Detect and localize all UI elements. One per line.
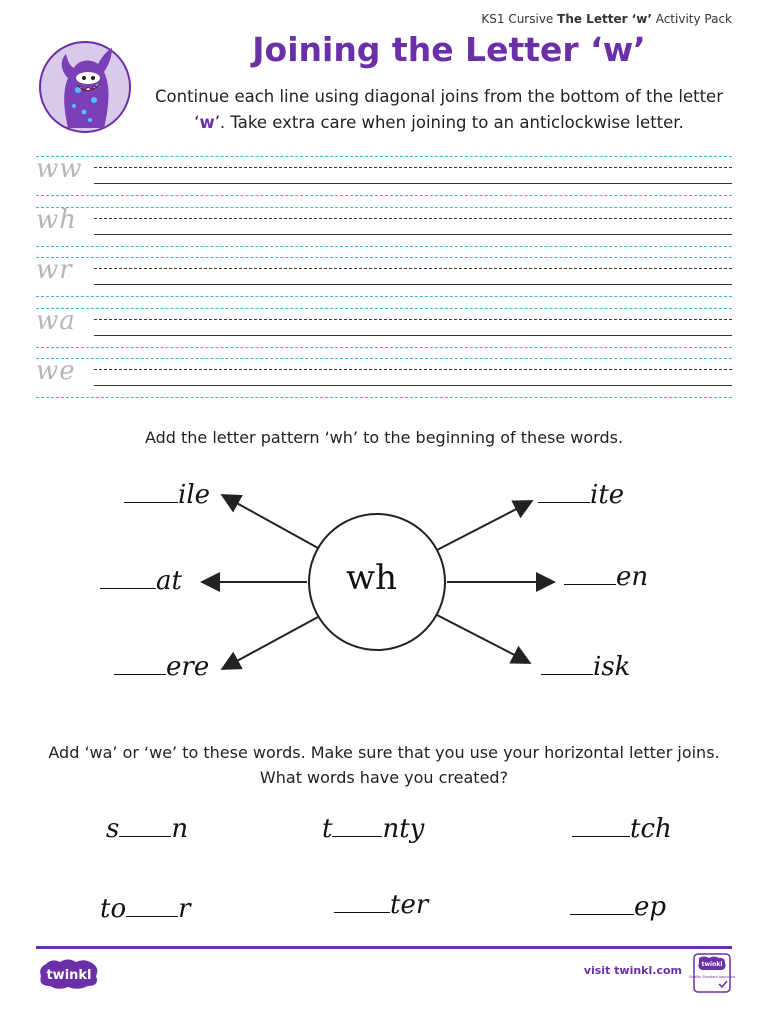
twinkl-logo[interactable] (38, 958, 100, 990)
word-blank[interactable] (538, 480, 624, 510)
word-end: tch (630, 814, 672, 844)
pack-suffix: Activity Pack (651, 12, 732, 26)
trace-letters: ww (36, 154, 83, 184)
word-blank[interactable] (541, 652, 630, 682)
logo-text: twinkl (46, 968, 92, 983)
fill-in-word[interactable] (570, 892, 666, 922)
word-web-diagram (0, 470, 768, 700)
guide-line (36, 308, 732, 309)
baseline (94, 183, 732, 184)
fill-in-word[interactable] (334, 890, 428, 920)
word-blank[interactable] (124, 480, 210, 510)
baseline (94, 284, 732, 285)
intro-part1: Continue each line using diagonal joins from the bottom of the letter ‘ (155, 87, 723, 132)
practice-line[interactable] (36, 148, 732, 199)
badge-subtitle: Quality Standard Approved (689, 975, 735, 979)
guide-line (36, 347, 732, 348)
page-title: Joining the Letter ‘w’ (252, 30, 646, 69)
footer-divider (36, 946, 732, 949)
guide-line (36, 257, 732, 258)
guide-line (36, 246, 732, 247)
pack-prefix: KS1 Cursive (481, 12, 558, 26)
guide-line (36, 207, 732, 208)
word-blank[interactable] (564, 562, 648, 592)
guide-line (36, 296, 732, 297)
word-end: n (171, 814, 189, 844)
word-end: ep (634, 892, 667, 922)
midline (94, 369, 732, 370)
intro-w: w (199, 113, 215, 132)
trace-letters: wr (36, 255, 73, 285)
pack-title (481, 12, 732, 26)
word-ending: en (616, 562, 649, 592)
word-ending: ile (178, 480, 211, 510)
practice-line[interactable] (36, 249, 732, 300)
word-start: to (100, 894, 127, 924)
midline (94, 319, 732, 320)
word-ending: ere (166, 652, 210, 682)
section1-instruction: Add the letter pattern ‘wh’ to the beginning of these words. (144, 428, 624, 447)
arrow (437, 615, 528, 662)
word-blank[interactable] (100, 566, 182, 596)
section2-instruction: Add ‘wa’ or ‘we’ to these words. Make sure that you use your horizontal letter joins. What words have you created? (48, 743, 720, 787)
word-end: ter (390, 890, 429, 920)
fill-in-word[interactable] (322, 814, 424, 844)
guide-line (36, 156, 732, 157)
midline (94, 268, 732, 269)
midline (94, 167, 732, 168)
word-ending: ite (590, 480, 625, 510)
word-ending: at (156, 566, 182, 596)
trace-letters: wh (36, 204, 77, 235)
word-ending: isk (593, 652, 631, 682)
midline (94, 218, 732, 219)
word-end: nty (382, 814, 425, 844)
baseline (94, 335, 732, 336)
practice-line[interactable] (36, 350, 732, 401)
center-pattern: wh (346, 558, 397, 598)
word-start: t (322, 814, 333, 844)
badge-title: twinkl (701, 961, 723, 968)
quality-badge-icon (689, 952, 735, 994)
fill-in-word[interactable] (106, 814, 188, 844)
handwriting-practice-lines (36, 148, 732, 401)
visit-link[interactable]: visit twinkl.com (583, 964, 682, 977)
guide-line (36, 397, 732, 398)
trace-letters: wa (36, 305, 76, 336)
fill-in-word[interactable] (100, 894, 191, 924)
practice-line[interactable] (36, 300, 732, 351)
intro-part2: ’. Take extra care when joining to an anticlockwise letter. (214, 113, 684, 132)
practice-line[interactable] (36, 199, 732, 250)
guide-line (36, 358, 732, 359)
arrow (224, 617, 318, 668)
baseline (94, 234, 732, 235)
word-blank[interactable] (114, 652, 209, 682)
fill-in-word[interactable] (572, 814, 672, 844)
word-end: r (178, 894, 191, 924)
arrow (437, 502, 530, 550)
pack-bold: The Letter ‘w’ (557, 12, 652, 26)
word-start: s (106, 814, 120, 844)
intro-instructions (150, 84, 728, 136)
monster-mascot-image (38, 40, 132, 134)
baseline (94, 385, 732, 386)
trace-letters: we (36, 356, 76, 386)
guide-line (36, 195, 732, 196)
arrow (224, 496, 318, 548)
